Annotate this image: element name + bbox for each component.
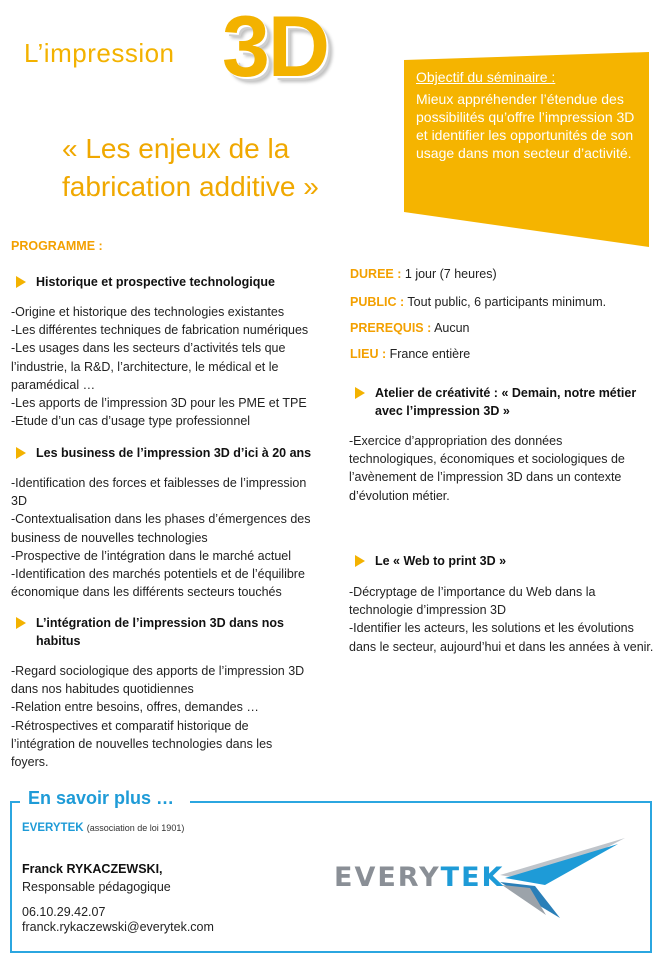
title-3d: 3D bbox=[222, 0, 328, 95]
section-heading bbox=[16, 273, 275, 291]
body-line: -Relation entre besoins, offres, demandes … bbox=[11, 700, 259, 715]
body-line: -Les différentes techniques de fabrication numériques bbox=[11, 323, 309, 338]
objective-text: Mieux appréhender l’étendue des possibilités qu’offre l’impression 3D et identifier les opportunités de son usage dans mon secteur d’activité. bbox=[416, 91, 635, 161]
org-name: EVERYTEK bbox=[22, 822, 84, 834]
arrow-right-icon bbox=[355, 387, 365, 399]
section-heading bbox=[16, 444, 311, 462]
info-value: Aucun bbox=[434, 321, 470, 335]
info-key: PREREQUIS : bbox=[350, 321, 432, 335]
section-heading bbox=[355, 384, 636, 420]
info-public bbox=[350, 295, 606, 309]
heading-line: Atelier de créativité : « Demain, notre métier bbox=[375, 386, 637, 400]
logo-text bbox=[334, 862, 504, 893]
section-heading-text bbox=[375, 384, 636, 420]
section-heading-text: Le « Web to print 3D » bbox=[375, 554, 507, 568]
body-line: -Origine et historique des technologies existantes bbox=[11, 305, 285, 319]
body-line: économique dans les différents secteurs touchés bbox=[11, 585, 282, 600]
info-key: DUREE : bbox=[350, 267, 402, 281]
body-line: -Décryptage de l’importance du Web dans la bbox=[349, 585, 596, 599]
contact-role: Responsable pédagogique bbox=[22, 880, 171, 894]
body-line: l’avènement de l’impression 3D dans un contexte bbox=[349, 470, 622, 485]
programme-label: PROGRAMME : bbox=[11, 239, 103, 253]
info-value: 1 jour (7 heures) bbox=[404, 267, 497, 281]
body-line: dans le secteur, aujourd’hui et dans les années à venir. bbox=[349, 639, 654, 654]
body-line: -Rétrospectives et comparatif historique de bbox=[11, 718, 249, 733]
body-line: -Exercice d’appropriation des données bbox=[349, 434, 563, 448]
body-line: -Identifier les acteurs, les solutions et les évolutions bbox=[349, 621, 634, 636]
body-line: foyers. bbox=[11, 755, 49, 770]
footer-frame-top bbox=[10, 801, 20, 803]
section-body bbox=[11, 662, 311, 771]
body-line: l’intégration de nouvelles technologies dans les bbox=[11, 736, 273, 751]
subtitle-line: « Les enjeux de la bbox=[62, 133, 290, 164]
arrow-right-icon bbox=[16, 276, 26, 288]
info-key: PUBLIC : bbox=[350, 295, 405, 309]
subtitle bbox=[62, 130, 362, 206]
body-line: -Identification des forces et faiblesses de l’impression bbox=[11, 476, 307, 490]
body-line: -Etude d’un cas d’usage type professionnel bbox=[11, 414, 251, 429]
info-value: Tout public, 6 participants minimum. bbox=[407, 295, 607, 309]
contact-name: Franck RYKACZEWSKI, bbox=[22, 862, 163, 876]
body-line: paramédical … bbox=[11, 377, 96, 392]
body-line: technologie d’impression 3D bbox=[349, 603, 507, 618]
section-heading bbox=[16, 614, 284, 650]
arrow-right-icon bbox=[16, 617, 26, 629]
body-line: -Les usages dans les secteurs d’activités tels que bbox=[11, 341, 286, 356]
heading-line: habitus bbox=[36, 634, 81, 648]
section-heading-text bbox=[36, 614, 284, 650]
body-line: -Regard sociologique des apports de l’impression 3D bbox=[11, 664, 305, 678]
contact-email[interactable]: franck.rykaczewski@everytek.com bbox=[22, 920, 214, 934]
heading-line: avec l’impression 3D » bbox=[375, 404, 510, 418]
body-line: -Identification des marchés potentiels et de l’équilibre bbox=[11, 567, 305, 582]
info-key: LIEU : bbox=[350, 347, 387, 361]
body-line: l’industrie, la R&D, l’architecture, le médical et le bbox=[11, 359, 279, 374]
info-lieu bbox=[350, 347, 470, 361]
footer-title: En savoir plus … bbox=[28, 788, 175, 808]
body-line: -Prospective de l’intégration dans le marché actuel bbox=[11, 548, 292, 563]
body-line: 3D bbox=[11, 494, 27, 509]
section-body bbox=[11, 474, 321, 601]
contact-phone: 06.10.29.42.07 bbox=[22, 905, 106, 919]
body-line: -Les apports de l’impression 3D pour les PME et TPE bbox=[11, 396, 307, 411]
body-line: -Contextualisation dans les phases d’émergences des bbox=[11, 512, 311, 527]
footer-org bbox=[22, 822, 184, 834]
body-line: technologiques, économiques et sociologiques de bbox=[349, 452, 625, 467]
body-line: d’évolution métier. bbox=[349, 488, 450, 503]
body-line: business de nouvelles technologies bbox=[11, 530, 208, 545]
heading-line: L’intégration de l’impression 3D dans nos bbox=[36, 616, 284, 630]
logo-every: EVERY bbox=[334, 862, 441, 893]
body-line: dans nos habitudes quotidiennes bbox=[11, 682, 194, 697]
footer-frame-top bbox=[190, 801, 652, 803]
objective-heading: Objectif du séminaire : bbox=[416, 69, 556, 85]
arrow-right-icon bbox=[355, 555, 365, 567]
section-body bbox=[11, 303, 311, 430]
section-heading-text: Les business de l’impression 3D d’ici à 20 ans bbox=[36, 446, 312, 460]
section-heading bbox=[355, 552, 506, 570]
info-value: France entière bbox=[389, 347, 471, 361]
info-prerequis bbox=[350, 321, 470, 335]
logo-tek: TEK bbox=[440, 862, 505, 893]
everytek-logo bbox=[330, 830, 630, 925]
subtitle-line: fabrication additive » bbox=[62, 171, 319, 202]
info-duree bbox=[350, 267, 497, 281]
section-body bbox=[349, 432, 649, 505]
section-heading-text: Historique et prospective technologique bbox=[36, 275, 275, 289]
org-note: (association de loi 1901) bbox=[86, 823, 185, 833]
title-word: L’impression bbox=[24, 38, 175, 68]
section-body bbox=[349, 583, 657, 656]
arrow-right-icon bbox=[16, 447, 26, 459]
objective-panel bbox=[416, 68, 641, 162]
